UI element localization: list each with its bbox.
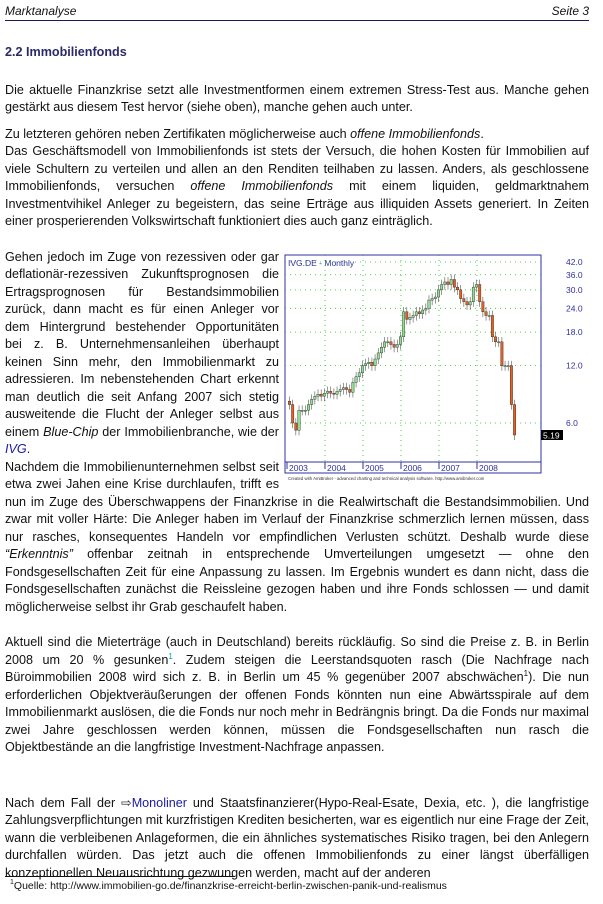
paragraph-2 [5,126,589,231]
page-header [5,4,589,21]
document-body [5,44,589,891]
text: ). Die nun erforderlichen Objektveräußerungen der offenen Fonds könnten nun eine Abwärtsspirale auf dem Immobilienmarkt auslösen, die die Fonds nur noch mehr in Bedrängnis bringt. Da die Fonds nur maximal zwei Jahre geschlossen werden können, müssen die Fondsgesellschaften nun rasch die Objektbestände an die langfristige Investment-Nachfrage anpassen. [5,670,589,754]
year-label: 2007 [441,462,460,473]
text: Nach dem Fall der [5,795,122,810]
page-number: Seite 3 [551,4,589,18]
footnote-mark: 1 [10,879,14,886]
candle-body [310,399,312,404]
candle-body [491,315,493,336]
candle-body [479,284,481,301]
monoliner-link[interactable]: Monoliner [131,795,187,810]
candle-body [501,341,503,365]
candle-body [498,341,500,342]
y-tick-label: 24.0 [566,302,583,313]
candle-body [494,336,496,341]
footnote-ref[interactable]: 1 [523,669,529,678]
candle-body [330,391,332,393]
candle-body [510,365,512,404]
candle-body [374,359,376,366]
year-label: 2005 [365,462,384,473]
candle-body [421,310,423,314]
candle-body [323,393,325,396]
chart-svg [283,252,589,484]
candle-body [507,365,509,366]
text: Zu letzteren gehören neben Zertifikaten möglicherweise auch [5,126,351,141]
candle-body [371,362,373,365]
candle-body [295,423,297,430]
candle-body [304,410,306,411]
candle-body [298,410,300,430]
candle-body [437,289,439,296]
candle-body [409,317,411,319]
candle-body [336,391,338,394]
candle-body [428,300,430,308]
candle-body [307,404,309,410]
candle-body [390,341,392,344]
candle-body [383,341,385,346]
candle-body [399,336,401,344]
candle-body [320,394,322,396]
text: Gehen jedoch im Zuge von rezessiven oder gar deflationär-rezessiven Zukunftsprognosen die Ertragsprognosen für Bestandsimmobilien zurück, dann macht es für einen Anleger vor dem Hintergrund bestehender Opportunitäten bei z. B. Unternehmensanleihen überhaupt keinen Sinn mehr, den Immobilienmarkt zu adressieren. Im nebenstehenden Chart erkennt man deutlich die seit Anfang 2007 sich stetig ausweitende die Flucht der Anleger selbst aus einem [5,249,279,439]
emphasis: “Erkenntnis” [5,547,73,561]
candle-body [352,382,354,392]
chart-title: IVG.DE - Monthly [288,257,355,268]
candle-body [425,308,427,310]
text: . [26,442,31,456]
candle-body [342,387,344,389]
candle-body [358,372,360,376]
arrow-icon: ⇨ [121,795,132,810]
candle-body [488,315,490,316]
year-label: 2003 [289,462,308,473]
text: der Immobilienbranche, wie der [98,424,279,439]
text: Das Geschäftsmodell von Immobilienfonds ist stets der Versuch, die hohen Kosten für Immobilien auf viele Schultern zu verteilen und allen an den Renditen teilhaben zu lassen. Anders, als geschlossene Immobilienfonds, versuchen [5,144,589,193]
text: Nachdem die Immobilienunternehmen selbst seit etwa zwei Jahen eine Krise durchlaufen, trifft es nun im Zuge des Überschwappens der Finanzkrise in die Realwirtschaft die Bestandsimmobilien. Und zwar mit voller Härte: Die Anleger haben im Verlauf der Finanzkrise schmerzlich lernen müssen, dass nur rasches, konsequentes Handeln vor empfindlichen Verlusten schützt. Deshalb wurde diese [5,459,589,544]
chart-credit: Created with AmiBroker - advanced charting and technical analysis software. http://www.amibroker.com [288,475,485,481]
candle-body [317,394,319,396]
paragraph-1: Die aktuelle Finanzkrise setzt alle Investmentformen einem extremen Stress-Test aus. Manche gehen gestärkt aus diesem Test hervor (siehe oben), manche gehen auch unter. [5,82,589,114]
y-tick-label: 12.0 [566,360,583,371]
year-label: 2008 [479,462,498,473]
candle-body [402,311,404,336]
paragraph-4 [5,634,589,757]
emphasis: offene Immobilienfonds [350,126,481,141]
emphasis: Blue-Chip [43,424,99,439]
y-tick-label: 42.0 [566,256,583,267]
candle-body [466,301,468,304]
candle-body [301,410,303,411]
candle-body [361,365,363,372]
paragraph-3 [5,249,589,617]
footnote-text: Quelle: http://www.immobilien-go.de/finanzkrise-erreicht-berlin-zwischen-panik-und-realismus [13,880,447,892]
paragraph-5 [5,795,589,883]
candle-body [504,365,506,366]
header-title: Marktanalyse [5,4,77,18]
candle-body [406,311,408,319]
section-heading: 2.2 Immobilienfonds [5,45,127,59]
candle-body [355,376,357,382]
candle-body [459,289,461,298]
candle-body [485,311,487,315]
ivg-price-chart [283,252,589,484]
candle-body [364,363,366,365]
y-tick-label: 6.0 [566,417,578,428]
candle-body [387,341,389,342]
candle-body [368,362,370,363]
candle-body [434,297,436,299]
candle-body [453,279,455,287]
candle-body [377,352,379,358]
candle-body [440,284,442,289]
candle-body [314,396,316,399]
footnote [10,880,447,892]
text: offenbar zeitnah in entsprechende Umverteilungen umgesetzt — ohne den Fondsgesellschaften Zeit für eine Anpassung zu lassen. Im Ergebnis wundert es dann nicht, dass die Fondsgesellschaften zunächst die Reissleine gezogen haben und ihre Fonds schlossen — und damit möglicherweise selbst ihr Grab geschaufelt haben. [5,547,589,614]
candle-body [447,281,449,284]
candle-body [333,393,335,394]
candle-body [472,287,474,302]
footnote-divider [5,876,235,877]
ivg-link[interactable]: IVG [5,442,27,456]
text: und Staatsfinanzierer(Hypo-Real-Esate, Dexia, etc. ), die langfristige Zahlungsverpflichtungen mit kurzfristigen Krediten besicherten, war es eigentlich nur eine Frage der Zeit, wann die verbleibenen Anlageformen, die ein ähnliches systematisches Risiko tragen, bei den Anlegern durchfallen würden. Das jetzt auch die offenen Immobilienfonds zu einer längst überfälligen konzeptionellen Neuausrichtung gezwungen werden, macht auf der anderen [5,795,590,880]
candle-body [444,281,446,284]
text: . [480,126,484,141]
text: . Zudem steigen die Leerstandsquoten rasch (Die Nachfrage nach Büroimmobilien 2008 wird sich z. B. in Berlin um 45 % gegenüber 2007 abschwächen [5,652,589,684]
y-tick-label: 18.0 [566,326,583,337]
candle-body [475,284,477,287]
candle-body [418,311,420,313]
candle-body [513,404,515,434]
candle-body [339,389,341,391]
candle-body [456,287,458,290]
candle-body [291,404,293,422]
text: mit einem liquiden, geldmarktnahem Investmentvihikel Anleger zu begeistern, das seine Erträge aus illiquiden Assets generiert. In Zeiten einer prosperierenden Volkswirtschaft funktioniert dies auch ganz einträglich. [5,179,589,228]
candle-body [288,401,290,404]
candle-body [469,301,471,304]
candle-body [463,298,465,301]
text: Aktuell sind die Mieterträge (auch in Deutschland) bereits rückläufig. So sind die Preise z. B. in Berlin 2008 um 20 % gesunken [5,635,589,667]
candle-body [431,298,433,300]
candle-body [345,387,347,389]
candle-body [326,391,328,393]
footnote-ref[interactable]: 1 [168,651,173,661]
candle-body [412,315,414,317]
candle-body [450,279,452,284]
candle-body [349,389,351,392]
candle-body [380,347,382,353]
candle-body [393,344,395,347]
year-label: 2004 [327,462,346,473]
y-tick-label: 30.0 [566,284,583,295]
candle-body [482,301,484,311]
last-price-label: 5.19 [543,429,560,440]
year-label: 2006 [403,462,422,473]
candle-body [415,311,417,315]
candle-body [396,344,398,347]
emphasis: offene Immobilienfonds [190,179,334,193]
y-tick-label: 36.0 [566,269,583,280]
